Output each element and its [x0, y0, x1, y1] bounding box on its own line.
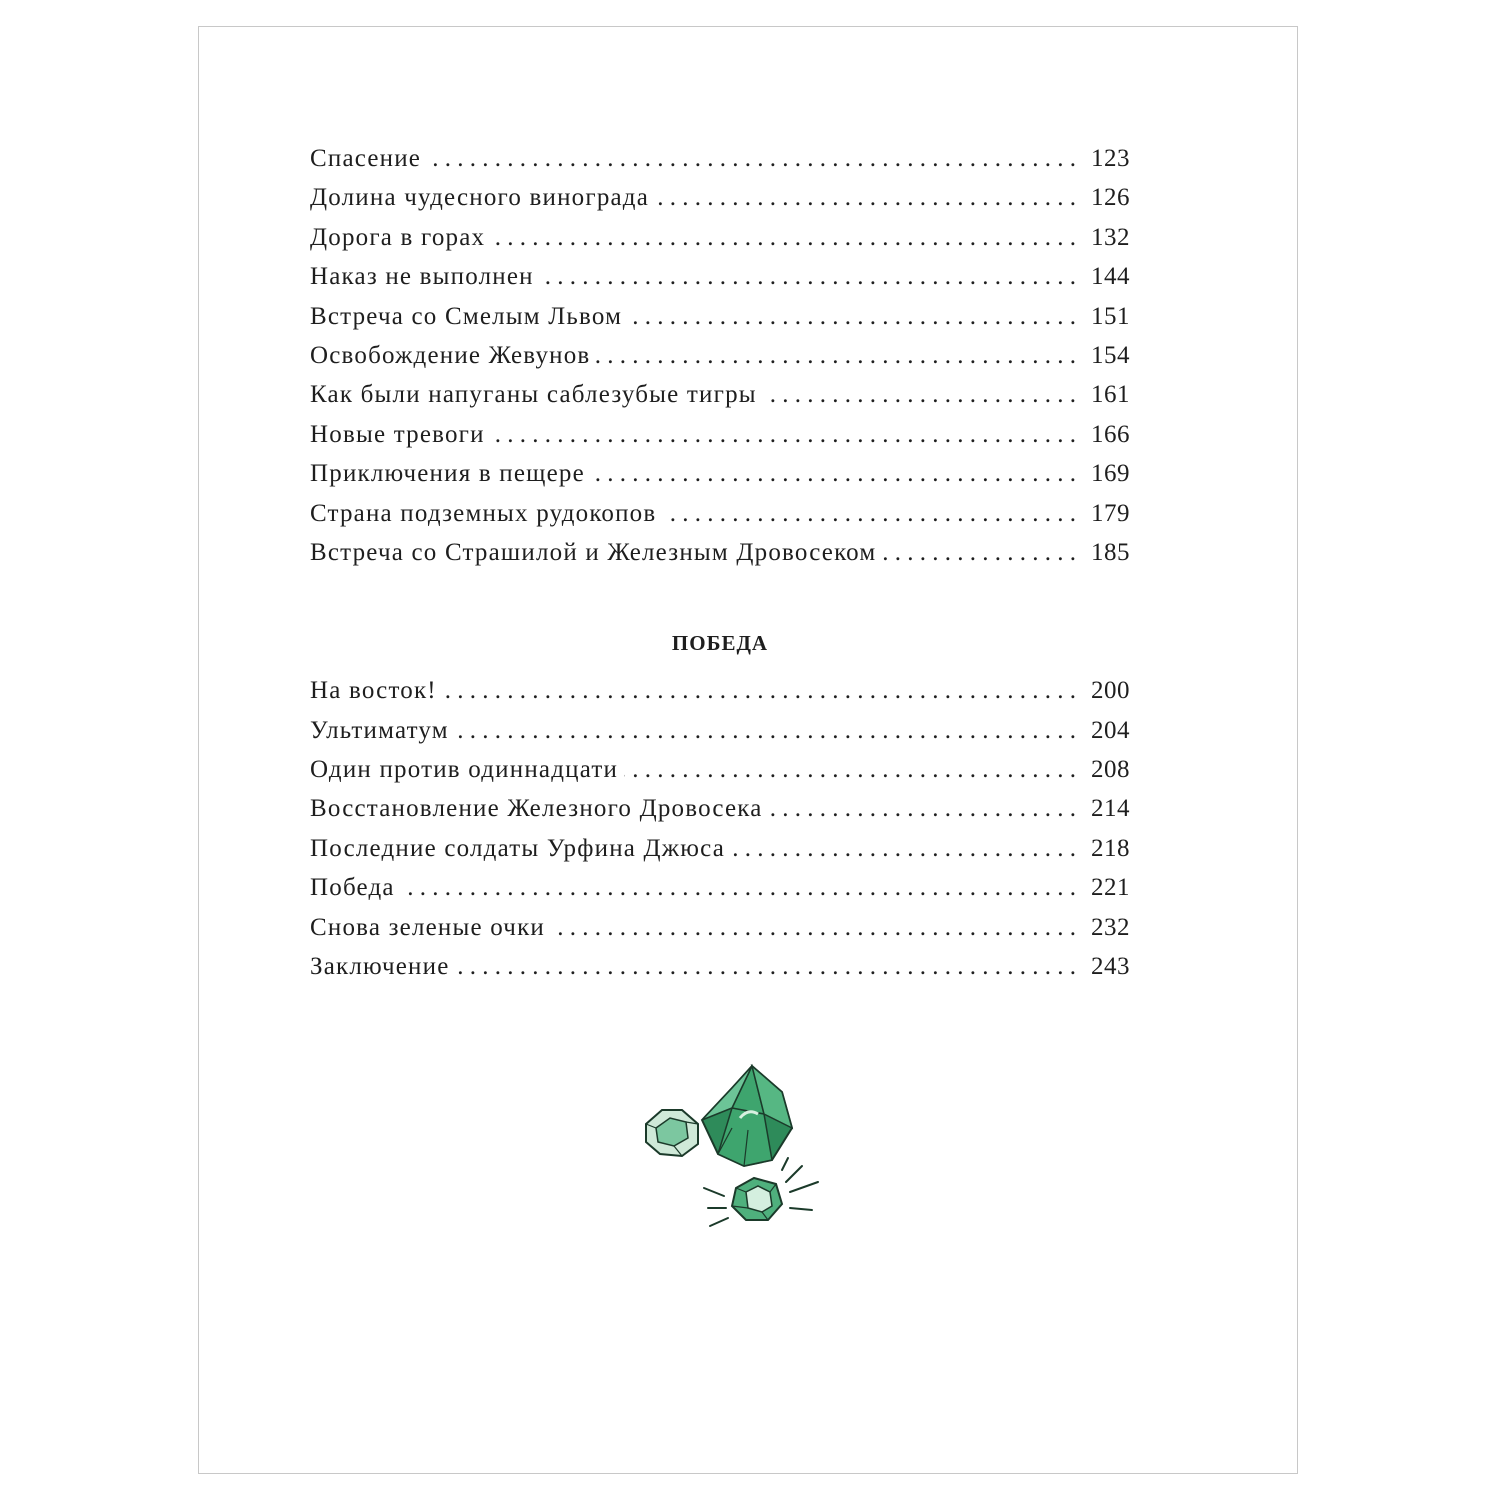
dot-leader	[662, 494, 1076, 533]
dot-leader	[624, 750, 1076, 789]
toc-entry-page: 232	[1091, 913, 1130, 941]
toc-entry-title: Встреча со Страшилой и Железным Дровосеком	[310, 538, 877, 566]
toc-entry-title: Долина чудесного винограда	[310, 184, 650, 212]
toc-entry-page: 166	[1091, 420, 1130, 448]
toc-entry-page: 161	[1091, 381, 1130, 409]
dot-leader	[655, 178, 1076, 217]
toc-entry	[310, 178, 1130, 217]
toc-entry	[310, 533, 1130, 572]
toc-entry	[310, 375, 1130, 414]
toc-entry-title: Победа	[310, 874, 395, 902]
toc-entry-title: Заключение	[310, 953, 450, 981]
toc-entry-title: Встреча со Смелым Львом	[310, 302, 623, 330]
toc-entry	[310, 947, 1130, 986]
toc-entry-title: Ультиматум	[310, 716, 449, 744]
toc-entry	[310, 218, 1130, 257]
toc-entry	[310, 494, 1130, 533]
toc-entry	[310, 711, 1130, 750]
toc-entry-title: Спасение	[310, 145, 422, 172]
dot-leader	[491, 415, 1076, 454]
toc-entry	[310, 829, 1130, 868]
table-of-contents	[310, 139, 1130, 986]
toc-entry-page: 214	[1091, 795, 1130, 823]
toc-entry-title: Дорога в горах	[310, 223, 486, 251]
toc-entry-title: Последние солдаты Урфина Джюса	[310, 834, 726, 862]
dot-leader	[540, 257, 1076, 296]
toc-entry	[310, 257, 1130, 296]
toc-entry-page: 179	[1091, 499, 1130, 527]
toc-entry-title: Один против одиннадцати	[310, 756, 619, 784]
dot-leader	[491, 218, 1076, 257]
dot-leader	[443, 671, 1076, 710]
dot-leader	[591, 454, 1076, 493]
hex-gem	[732, 1178, 782, 1220]
toc-entry-page: 169	[1091, 460, 1130, 488]
toc-entry	[310, 868, 1130, 907]
toc-part-2	[310, 671, 1130, 986]
toc-entry-page: 144	[1091, 263, 1130, 291]
dot-leader	[628, 297, 1076, 336]
toc-entry-title: На восток!	[310, 677, 437, 705]
toc-entry-page: 154	[1091, 341, 1130, 369]
emerald-gems-icon	[632, 1058, 832, 1234]
toc-entry-page: 132	[1091, 223, 1130, 251]
toc-entry	[310, 336, 1130, 375]
section-title: ПОБЕДА	[671, 631, 769, 656]
toc-entry-title: Восстановление Железного Дровосека	[310, 795, 763, 823]
dot-leader	[455, 711, 1076, 750]
dot-leader	[882, 533, 1076, 572]
toc-entry-page: 218	[1091, 834, 1130, 862]
dot-leader	[401, 868, 1076, 907]
dot-leader	[763, 375, 1076, 414]
toc-entry	[310, 789, 1130, 828]
toc-entry-title: Новые тревоги	[310, 420, 485, 448]
dot-leader	[551, 908, 1076, 947]
dot-leader	[456, 947, 1077, 986]
toc-entry	[310, 750, 1130, 789]
toc-entry	[310, 415, 1130, 454]
toc-entry-title: Наказ не выполнен	[310, 263, 534, 291]
small-gem	[646, 1110, 698, 1156]
toc-entry-page: 123	[1091, 145, 1130, 172]
toc-entry-title: Страна подземных рудокопов	[310, 499, 657, 527]
dot-leader	[731, 829, 1076, 868]
toc-entry-page: 151	[1091, 302, 1130, 330]
toc-entry-title: Освобождение Жевунов	[310, 341, 591, 369]
toc-entry-title: Как были напуганы саблезубые тигры	[310, 381, 757, 409]
toc-entry	[310, 297, 1130, 336]
toc-entry-title: Снова зеленые очки	[310, 913, 545, 941]
toc-entry-page: 185	[1091, 538, 1130, 566]
toc-entry-page: 208	[1091, 756, 1130, 784]
dot-leader	[427, 139, 1076, 178]
toc-entry-page: 221	[1091, 874, 1130, 902]
toc-entry-page: 243	[1091, 953, 1130, 981]
dot-leader	[596, 336, 1076, 375]
toc-entry	[310, 454, 1130, 493]
toc-entry	[310, 671, 1130, 710]
toc-entry	[310, 139, 1130, 178]
toc-entry-page: 200	[1091, 677, 1130, 705]
toc-entry-title: Приключения в пещере	[310, 460, 585, 488]
toc-part-1	[310, 139, 1130, 572]
toc-entry-page: 204	[1091, 716, 1130, 744]
toc-entry-page: 126	[1091, 184, 1130, 212]
toc-entry	[310, 908, 1130, 947]
large-gem	[702, 1066, 792, 1166]
dot-leader	[769, 789, 1076, 828]
